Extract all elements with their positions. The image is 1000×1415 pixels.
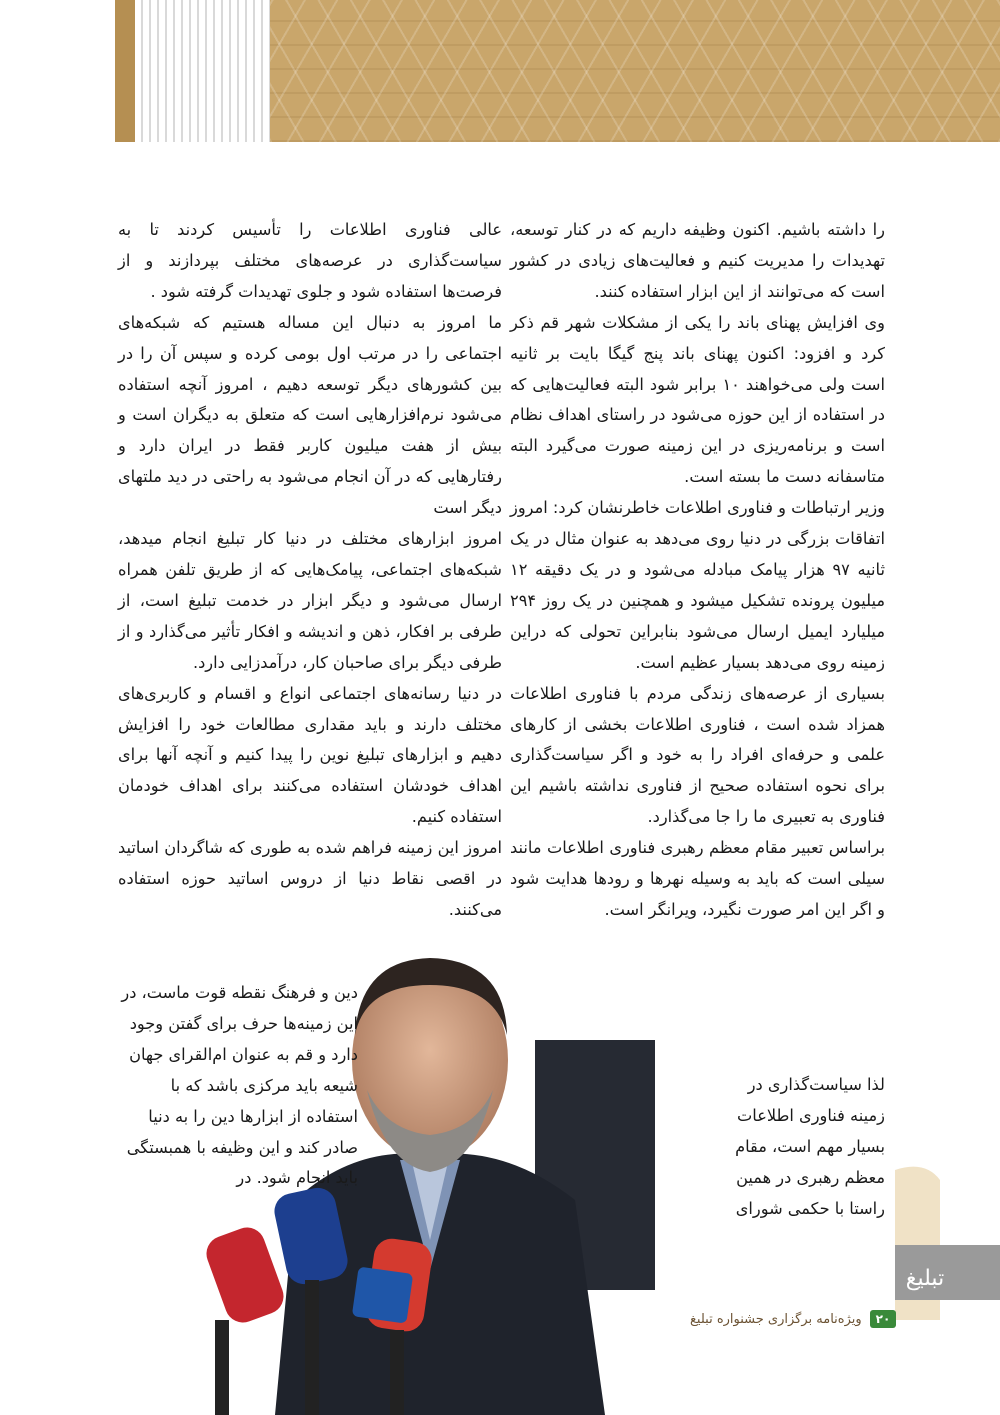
page-number: ۲۰ (870, 1310, 897, 1328)
paragraph: وی افزایش پهنای باند را یکی از مشکلات شهر قم ذکر کرد و افزود: اکنون پهنای باند پنج گیگا بایت بر ثانیه است ولی می‌خواهند ۱۰ برابر شود البته فعالیت‌هایی که در استفاده از این حوزه می‌شود در راستای اهداف نظام است و برنامه‌ریزی در این زمینه صورت می‌گیرد البته متاسفانه دست ما بسته است. (510, 312, 885, 487)
publication-title: ویژه‌نامه برگزاری جشنواره تبلیغ (690, 1311, 862, 1327)
paragraph: ما امروز به دنبال این مساله هستیم که شبکه‌های اجتماعی را در مرتب اول بومی کرده و سپس آن را در بین کشورهای دیگر توسعه دهیم ، امروز آنچه استفاده می‌شود نرم‌افزارهایی است که متعلق به دیگران است و بیش از هفت میلیون کاربر فقط در ایران دارد و رفتارهایی که در آن انجام می‌شود به راحتی در دید ملتهای دیگر است (118, 312, 502, 518)
side-logo-badge (895, 1160, 1000, 1320)
article-right-column (510, 215, 885, 926)
page-footer (690, 1310, 896, 1328)
paragraph: در دنیا رسانه‌های اجتماعی انواع و اقسام و کاربری‌های مختلف دارند و باید مقداری مطالعات خود را افزایش دهیم و ابزارهای تبلیغ نوین را پیدا کنیم و آنچه آنها برای اهداف خودشان استفاده می‌کنند برای اهداف خودمان استفاده کنیم. (118, 683, 502, 827)
paragraph: عالی فناوری اطلاعات را تأسیس کردند تا به سیاست‌گذاری در عرصه‌های مختلف بپردازند و از فرصت‌ها استفاده شود و جلوی تهدیدات گرفته شود . (118, 220, 502, 301)
paragraph: بسیاری از عرصه‌های زندگی مردم با فناوری اطلاعات همزاد شده است ، فناوری اطلاعات بخشی از کارهای علمی و حرفه‌ای افراد را به خود و اگر سیاست‌گذاری برای نحوه استفاده صحیح از فناوری نداشته باشیم این فناوری به تعبیری ما را جا می‌گذارد. (510, 683, 885, 827)
header-gold-edge (115, 0, 135, 142)
article-float-text-left: دین و فرهنگ نقطه قوت ماست، در این زمینه‌ها حرف برای گفتن وجود دارد و قم به عنوان ام‌القرای جهان شیعه باید مرکزی باشد که با استفاده از ابزارها دین را به دنیا صادر کند و این وظیفه با همبستگی باید انجام شود. در (121, 983, 358, 1188)
tablighi-logo-text: تبلیغ (905, 1266, 945, 1291)
article-left-column (118, 215, 502, 926)
header-stripes (135, 0, 270, 142)
paragraph: براساس تعبیر مقام معظم رهبری فناوری اطلاعات مانند سیلی است که باید به وسیله نهرها و رودها هدایت شود و اگر این امر صورت نگیرد، ویرانگر است. (510, 838, 885, 919)
paragraph: را داشته باشیم. اکنون وظیفه داریم که در کنار توسعه، تهدیدات را مدیریت کنیم و فعالیت‌های زیادی در کشور است که می‌توانند از این ابزار استفاده کنند. (510, 220, 885, 301)
article-float-text-right: لذا سیاست‌گذاری در زمینه فناوری اطلاعات بسیار مهم است، مقام معظم رهبری در همین راستا با حکمی شورای (735, 1075, 885, 1218)
paragraph: امروز این زمینه فراهم شده به طوری که شاگردان اساتید در اقصی نقاط دنیا از دروس اساتید حوزه استفاده می‌کنند. (118, 838, 502, 919)
paragraph: امروز ابزارهای مختلف در دنیا کار تبلیغ انجام میدهد، شبکه‌های اجتماعی، پیامک‌هایی که از طریق تلفن همراه ارسال می‌شود و دیگر ابزار در خدمت تبلیغ است، از طرفی بر افکار، ذهن و اندیشه و افکار تأثیر می‌گذارد و از طرفی دیگر برای صاحبان کار، درآمدزایی دارد. (118, 529, 502, 672)
paragraph: وزیر ارتباطات و فناوری اطلاعات خاطرنشان کرد: امروز اتفاقات بزرگی در دنیا روی می‌دهد به عنوان مثال در یک ثانیه ۹۷ هزار پیامک مبادله می‌شود و در یک دقیقه ۱۲ میلیون پرونده تشکیل میشود و همچنین در یک روز ۲۹۴ میلیارد ایمیل ارسال می‌شود بنابراین تحولی که دراین زمینه روی می‌دهد بسیار عظیم است. (510, 498, 885, 672)
header-pattern-band (270, 0, 1000, 142)
